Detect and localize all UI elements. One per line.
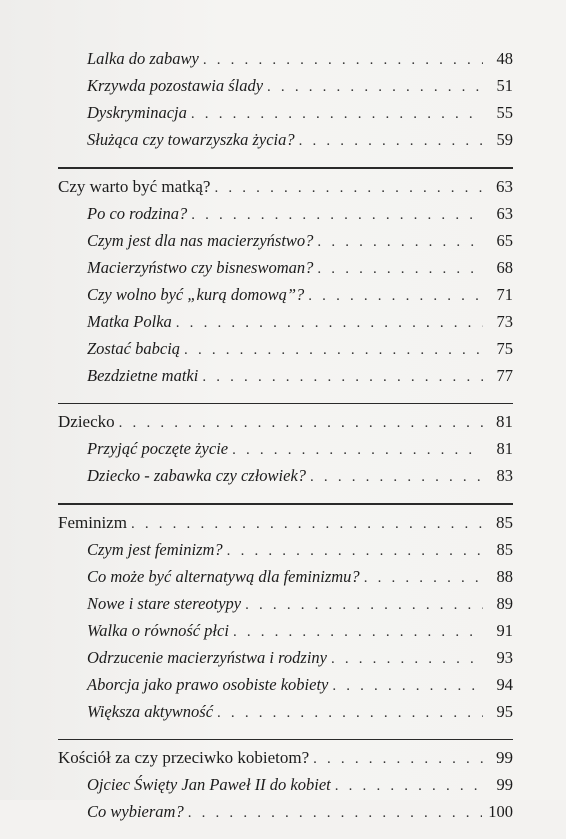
toc-entry — [58, 671, 513, 698]
toc-chapter-title: Kościół za czy przeciwko kobietom? — [58, 748, 310, 767]
toc-entry — [58, 590, 513, 617]
toc-entry-title: Większa aktywność — [87, 701, 214, 721]
dot-leader — [233, 619, 483, 646]
dot-leader — [176, 310, 483, 337]
toc-chapter-heading — [58, 744, 513, 771]
dot-leader — [364, 565, 483, 592]
toc-entry-page: 77 — [496, 365, 513, 385]
dot-leader — [317, 256, 483, 283]
dot-leader — [332, 673, 483, 700]
dot-leader — [184, 337, 483, 364]
toc-chapter-page: 81 — [496, 412, 513, 431]
toc-entry-page: 99 — [496, 775, 513, 794]
toc-entry-page: 100 — [488, 802, 513, 821]
toc-entry-title: Nowe i stare stereotypy — [87, 593, 242, 613]
toc-entry-page: 59 — [496, 130, 513, 149]
toc-entry-title: Przyjąć poczęte życie — [87, 439, 229, 458]
toc-entry-page: 48 — [496, 49, 513, 68]
toc-section-dziecko — [58, 403, 513, 490]
toc-chapter-page: 99 — [496, 748, 513, 767]
dot-leader — [232, 437, 483, 464]
toc-entry — [58, 698, 513, 725]
toc-chapter-title: Czy warto być matką? — [58, 176, 211, 196]
toc-chapter-title: Feminizm — [58, 512, 127, 532]
dot-leader — [317, 229, 483, 256]
toc-entry — [58, 281, 513, 308]
toc-entry — [58, 798, 513, 825]
toc-entry — [58, 200, 513, 227]
toc-section-czy-warto-byc-matka — [58, 167, 513, 389]
dot-leader — [217, 700, 483, 727]
toc-entry — [58, 563, 513, 590]
dot-leader — [203, 47, 483, 74]
toc-entry-title: Matka Polka — [87, 311, 172, 331]
toc-entry-page: 81 — [496, 439, 513, 458]
toc-chapter-title: Dziecko — [58, 412, 115, 431]
toc-entry — [58, 335, 513, 362]
dot-leader — [299, 128, 483, 155]
toc-entry-title: Służąca czy towarzyszka życia? — [87, 130, 295, 149]
toc-entry-page: 94 — [496, 674, 513, 694]
toc-entry-title: Aborcja jako prawo osobiste kobiety — [87, 674, 329, 694]
toc-entry — [58, 536, 513, 563]
dot-leader — [267, 74, 483, 101]
toc-chapter-page: 85 — [496, 512, 513, 532]
toc-entry-page: 88 — [496, 566, 513, 586]
dot-leader — [313, 746, 483, 773]
toc-entry-title: Krzywda pozostawia ślady — [87, 76, 264, 95]
toc-entry-page: 63 — [496, 203, 513, 223]
toc-entry-title: Lalka do zabawy — [87, 49, 199, 68]
dot-leader — [131, 511, 483, 538]
toc-entry-title: Walka o równość płci — [87, 620, 229, 640]
toc-entry-title: Co może być alternatywą dla feminizmu? — [87, 566, 360, 586]
toc-entry — [58, 45, 513, 72]
table-of-contents — [58, 45, 513, 839]
toc-entry-title: Czym jest dla nas macierzyństwo? — [87, 230, 314, 250]
toc-chapter-heading — [58, 509, 513, 536]
toc-entry — [58, 435, 513, 462]
section-divider — [58, 403, 513, 405]
dot-leader — [191, 101, 483, 128]
toc-entry-page: 51 — [496, 76, 513, 95]
section-divider — [58, 503, 513, 505]
toc-entry-title: Co wybieram? — [87, 802, 184, 821]
toc-entry-title: Bezdzietne matki — [87, 365, 199, 385]
dot-leader — [310, 464, 483, 491]
toc-section-continuation — [58, 45, 513, 153]
toc-entry-page: 95 — [496, 701, 513, 721]
section-divider — [58, 739, 513, 741]
section-divider — [58, 167, 513, 169]
toc-entry-title: Po co rodzina? — [87, 203, 188, 223]
toc-entry-page: 93 — [496, 647, 513, 667]
toc-entry — [58, 126, 513, 153]
toc-chapter-heading — [58, 408, 513, 435]
toc-entry-title: Odrzucenie macierzyństwa i rodziny — [87, 647, 327, 667]
toc-entry-title: Dziecko - zabawka czy człowiek? — [87, 466, 307, 485]
toc-entry-page: 85 — [496, 539, 513, 559]
toc-entry — [58, 362, 513, 389]
toc-entry — [58, 227, 513, 254]
toc-entry-page: 68 — [496, 257, 513, 277]
dot-leader — [245, 592, 483, 619]
toc-entry — [58, 254, 513, 281]
toc-entry-title: Macierzyństwo czy bisneswoman? — [87, 257, 314, 277]
toc-entry-title: Czy wolno być „kurą domową”? — [87, 284, 305, 304]
dot-leader — [191, 202, 483, 229]
toc-entry — [58, 771, 513, 798]
toc-entry-title: Dyskryminacja — [87, 103, 187, 122]
dot-leader — [202, 364, 483, 391]
dot-leader — [331, 646, 483, 673]
toc-entry — [58, 644, 513, 671]
toc-entry-title: Ojciec Święty Jan Paweł II do kobiet — [87, 775, 331, 794]
toc-entry-page: 75 — [496, 338, 513, 358]
toc-entry — [58, 99, 513, 126]
toc-entry-page: 73 — [496, 311, 513, 331]
toc-entry — [58, 462, 513, 489]
toc-entry-page: 89 — [496, 593, 513, 613]
toc-entry-page: 65 — [496, 230, 513, 250]
dot-leader — [119, 410, 483, 437]
toc-section-kosciol — [58, 739, 513, 826]
toc-entry-page: 91 — [496, 620, 513, 640]
toc-entry — [58, 617, 513, 644]
toc-entry-page: 71 — [496, 284, 513, 304]
toc-chapter-heading — [58, 173, 513, 200]
toc-chapter-page: 63 — [496, 176, 513, 196]
dot-leader — [188, 800, 483, 827]
toc-entry-page: 83 — [496, 466, 513, 485]
toc-entry-title: Zostać babcią — [87, 338, 181, 358]
toc-entry-title: Czym jest feminizm? — [87, 539, 223, 559]
toc-section-feminizm — [58, 503, 513, 725]
dot-leader — [335, 773, 483, 800]
toc-entry — [58, 72, 513, 99]
toc-entry — [58, 308, 513, 335]
dot-leader — [227, 538, 483, 565]
toc-entry-page: 55 — [496, 103, 513, 122]
dot-leader — [308, 283, 483, 310]
dot-leader — [214, 175, 483, 202]
